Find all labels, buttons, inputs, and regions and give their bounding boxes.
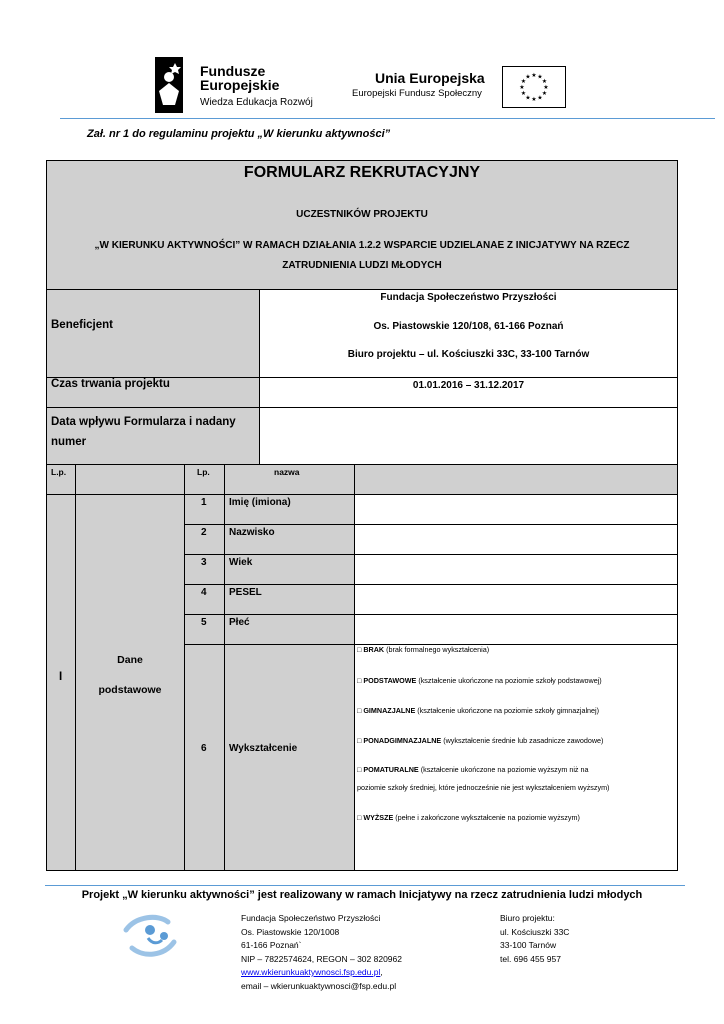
- footer-office-phone: tel. 696 455 957: [500, 953, 561, 964]
- svg-text:★: ★: [537, 94, 543, 102]
- row-num: 5: [201, 617, 207, 628]
- received-label-line2: numer: [51, 436, 87, 448]
- beneficiary-address: Os. Piastowskie 120/108, 61-166 Poznań: [373, 321, 564, 332]
- ue-subtitle: Europejski Fundusz Społeczny: [352, 88, 482, 99]
- footer-org-street: Os. Piastowskie 120/1008: [241, 926, 340, 937]
- row-name: PESEL: [229, 587, 262, 598]
- col-section-header: [75, 464, 185, 495]
- row-num-cell: [184, 644, 225, 871]
- option-desc: (kształcenie ukończone na poziomie wyższym niż na: [418, 765, 589, 774]
- row-name-cell: [224, 644, 355, 871]
- received-value-field[interactable]: [259, 407, 678, 465]
- education-option-podstawowe[interactable]: [357, 676, 602, 685]
- row-name: Nazwisko: [229, 527, 275, 538]
- section-name-line1: Dane: [117, 654, 143, 666]
- col-name-text: nazwa: [274, 467, 300, 477]
- project-name-line1: „W KIERUNKU AKTYWNOŚCI” W RAMACH DZIAŁANIA 1.2.2 WSPARCIE UDZIELANAE Z INICJATYWY NA RZECZ: [94, 240, 630, 251]
- beneficiary-name: Fundacja Społeczeństwo Przyszłości: [380, 292, 557, 303]
- checkbox-icon[interactable]: □: [357, 676, 362, 685]
- col-lp2-text: Lp.: [197, 467, 210, 477]
- fe-logo-text: [200, 64, 279, 92]
- pesel-input[interactable]: [354, 584, 678, 615]
- checkbox-icon[interactable]: □: [357, 736, 362, 745]
- fsp-logo-icon: [118, 908, 188, 962]
- svg-text:★: ★: [541, 90, 548, 97]
- age-input[interactable]: [354, 554, 678, 585]
- duration-value: 01.01.2016 – 31.12.2017: [412, 380, 525, 391]
- option-label: PODSTAWOWE: [363, 676, 417, 685]
- row-num: 4: [201, 587, 207, 598]
- footer-divider: [45, 885, 685, 886]
- beneficiary-label: Beneficjent: [51, 319, 113, 331]
- row-num: 2: [201, 527, 207, 538]
- footer-office-city: 33-100 Tarnów: [500, 940, 557, 950]
- svg-text:★: ★: [543, 84, 549, 91]
- option-desc: (pełne i zakończone wykształcenie na poziomie wyższym): [393, 813, 580, 822]
- form-subtitle: UCZESTNIKÓW PROJEKTU: [296, 209, 428, 220]
- option-label: GIMNAZJALNE: [363, 706, 416, 715]
- svg-text:★: ★: [525, 73, 531, 81]
- checkbox-icon[interactable]: □: [357, 645, 362, 654]
- footer-website-row: [241, 966, 402, 980]
- svg-text:★: ★: [541, 78, 548, 85]
- footer-website-link[interactable]: www.wkierunkuaktywnosci.fsp.edu.pl: [241, 967, 381, 977]
- col-value-header: [354, 464, 678, 495]
- section-name-line2: podstawowe: [98, 684, 162, 696]
- svg-text:★: ★: [531, 72, 537, 79]
- fundusze-europejskie-logo-icon: [155, 57, 183, 113]
- header-divider: [60, 118, 715, 119]
- first-name-input[interactable]: [354, 494, 678, 525]
- row-num: 3: [201, 557, 207, 568]
- fe-subtitle: Wiedza Edukacja Rozwój: [200, 97, 313, 108]
- footer-office-street: ul. Kościuszki 33C: [500, 926, 570, 937]
- education-option-pomaturalne-cont: poziomie szkoły średniej, które jednocześnie nie jest wykształceniem wyższym): [357, 783, 610, 792]
- row-num: 6: [201, 743, 207, 754]
- row-name: Płeć: [229, 617, 250, 628]
- checkbox-icon[interactable]: □: [357, 765, 362, 774]
- svg-text:★: ★: [537, 73, 543, 81]
- option-label: WYŻSZE: [363, 813, 394, 822]
- education-option-ponadgimnazjalne[interactable]: [357, 736, 603, 745]
- row-num: 1: [201, 497, 207, 508]
- footer-org-name: Fundacja Społeczeństwo Przyszłości: [241, 913, 381, 923]
- ue-title: Unia Europejska: [375, 70, 485, 86]
- section-name-cell: [75, 494, 185, 871]
- option-label: PONADGIMNAZJALNE: [363, 736, 442, 745]
- footer-title: Projekt „W kierunku aktywności” jest realizowany w ramach Inicjatywy na rzecz zatrudnienia ludzi młodych: [81, 889, 643, 901]
- beneficiary-office: Biuro projektu – ul. Kościuszki 33C, 33-100 Tarnów: [347, 349, 590, 360]
- row-name: Imię (imiona): [229, 497, 291, 508]
- beneficiary-label-cell: [46, 289, 260, 378]
- col-lp-text: L.p.: [51, 467, 67, 477]
- svg-text:★: ★: [531, 96, 537, 103]
- duration-label: Czas trwania projektu: [51, 378, 170, 390]
- footer-email: email – wkierunkuaktywnosci@fsp.edu.pl: [241, 980, 397, 991]
- svg-text:★: ★: [525, 94, 531, 102]
- form-title: FORMULARZ REKRUTACYJNY: [243, 164, 481, 181]
- education-option-pomaturalne[interactable]: [357, 765, 589, 774]
- svg-text:★: ★: [519, 84, 525, 91]
- received-label-line1: Data wpływu Formularza i nadany: [51, 416, 236, 428]
- eu-flag-icon: [502, 66, 566, 108]
- footer-left-column: [241, 912, 402, 993]
- checkbox-icon[interactable]: □: [357, 813, 362, 822]
- option-desc: (brak formalnego wykształcenia): [384, 645, 490, 654]
- education-option-brak[interactable]: [357, 645, 489, 654]
- attachment-note: Zał. nr 1 do regulaminu projektu „W kierunku aktywności”: [87, 128, 391, 140]
- checkbox-icon[interactable]: □: [357, 706, 362, 715]
- section-num: I: [59, 671, 63, 683]
- option-label: POMATURALNE: [363, 765, 419, 774]
- education-option-wyzsze[interactable]: [357, 813, 580, 822]
- row-name: Wiek: [229, 557, 253, 568]
- svg-text:★: ★: [520, 90, 527, 97]
- footer-org-city: 61-166 Poznań`: [241, 940, 302, 950]
- option-desc: (kształcenie ukończone na poziomie szkoły gimnazjalnej): [415, 706, 600, 715]
- option-label: BRAK: [363, 645, 385, 654]
- option-desc: (wykształcenie średnie lub zasadnicze zawodowe): [441, 736, 604, 745]
- row-name: Wykształcenie: [229, 743, 298, 754]
- footer-right-column: [500, 912, 569, 966]
- option-desc: (kształcenie ukończone na poziomie szkoły podstawowej): [416, 676, 602, 685]
- gender-input[interactable]: [354, 614, 678, 645]
- received-label: [51, 412, 236, 452]
- last-name-input[interactable]: [354, 524, 678, 555]
- footer-org-ids: NIP – 7822574624, REGON – 302 820962: [241, 953, 402, 964]
- footer-office-title: Biuro projektu:: [500, 913, 555, 923]
- education-option-gimnazjalne[interactable]: [357, 706, 599, 715]
- project-name-line2: ZATRUDNIENIA LUDZI MŁODYCH: [282, 260, 442, 271]
- fe-line2: Europejskie: [200, 77, 280, 93]
- svg-text:★: ★: [520, 78, 527, 85]
- footer-website-suffix: ,: [380, 967, 383, 977]
- fe-line1: Fundusze: [200, 63, 266, 79]
